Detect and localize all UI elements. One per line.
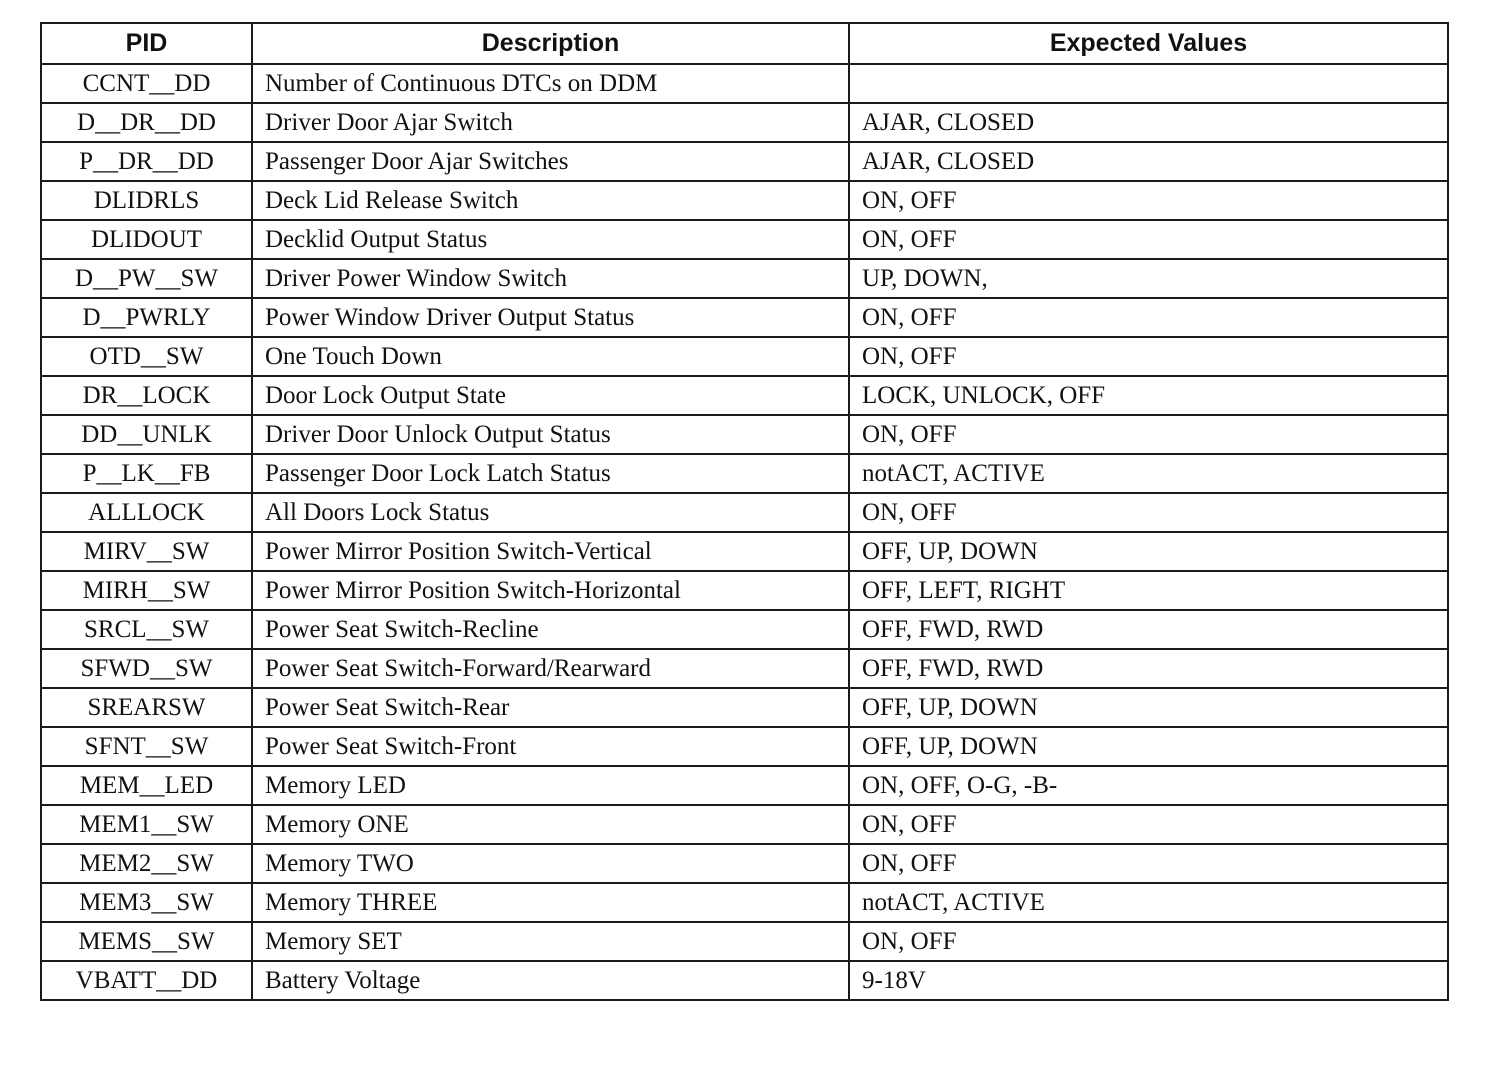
table-row bbox=[41, 298, 1448, 337]
cell-pid: ALLLOCK bbox=[41, 493, 252, 532]
table-row bbox=[41, 376, 1448, 415]
cell-pid: MEMS__SW bbox=[41, 922, 252, 961]
table-row bbox=[41, 259, 1448, 298]
cell-pid: MEM3__SW bbox=[41, 883, 252, 922]
header-row bbox=[41, 23, 1448, 64]
cell-expected-values: ON, OFF bbox=[849, 220, 1448, 259]
cell-description: Memory TWO bbox=[252, 844, 849, 883]
table-row bbox=[41, 649, 1448, 688]
cell-pid: SFNT__SW bbox=[41, 727, 252, 766]
cell-expected-values: OFF, UP, DOWN bbox=[849, 688, 1448, 727]
table-row bbox=[41, 727, 1448, 766]
cell-expected-values: UP, DOWN, bbox=[849, 259, 1448, 298]
cell-pid: DR__LOCK bbox=[41, 376, 252, 415]
cell-description: Power Seat Switch-Forward/Rearward bbox=[252, 649, 849, 688]
cell-description: Memory LED bbox=[252, 766, 849, 805]
header-expected-values: Expected Values bbox=[849, 23, 1448, 64]
cell-expected-values: OFF, FWD, RWD bbox=[849, 610, 1448, 649]
table-row bbox=[41, 64, 1448, 103]
cell-description: Driver Door Unlock Output Status bbox=[252, 415, 849, 454]
cell-pid: DLIDRLS bbox=[41, 181, 252, 220]
cell-description: Power Seat Switch-Recline bbox=[252, 610, 849, 649]
cell-expected-values: ON, OFF bbox=[849, 415, 1448, 454]
cell-description: Memory SET bbox=[252, 922, 849, 961]
header-pid: PID bbox=[41, 23, 252, 64]
cell-pid: MIRH__SW bbox=[41, 571, 252, 610]
table-row bbox=[41, 415, 1448, 454]
cell-pid: D__PW__SW bbox=[41, 259, 252, 298]
cell-description: Memory ONE bbox=[252, 805, 849, 844]
table-body bbox=[41, 64, 1448, 1000]
pid-table bbox=[40, 22, 1449, 1001]
table-row bbox=[41, 844, 1448, 883]
cell-description: Power Mirror Position Switch-Horizontal bbox=[252, 571, 849, 610]
cell-description: Power Mirror Position Switch-Vertical bbox=[252, 532, 849, 571]
cell-expected-values bbox=[849, 64, 1448, 103]
cell-pid: DLIDOUT bbox=[41, 220, 252, 259]
cell-expected-values: ON, OFF bbox=[849, 493, 1448, 532]
cell-description: Number of Continuous DTCs on DDM bbox=[252, 64, 849, 103]
table-row bbox=[41, 142, 1448, 181]
table-row bbox=[41, 571, 1448, 610]
cell-expected-values: ON, OFF bbox=[849, 298, 1448, 337]
table-header bbox=[41, 23, 1448, 64]
cell-pid: P__LK__FB bbox=[41, 454, 252, 493]
table-row bbox=[41, 181, 1448, 220]
table-row bbox=[41, 883, 1448, 922]
header-description: Description bbox=[252, 23, 849, 64]
cell-expected-values: OFF, LEFT, RIGHT bbox=[849, 571, 1448, 610]
cell-description: Driver Power Window Switch bbox=[252, 259, 849, 298]
cell-description: Power Window Driver Output Status bbox=[252, 298, 849, 337]
cell-description: Power Seat Switch-Front bbox=[252, 727, 849, 766]
cell-pid: OTD__SW bbox=[41, 337, 252, 376]
cell-expected-values: ON, OFF bbox=[849, 922, 1448, 961]
cell-pid: CCNT__DD bbox=[41, 64, 252, 103]
cell-description: Deck Lid Release Switch bbox=[252, 181, 849, 220]
cell-description: Memory THREE bbox=[252, 883, 849, 922]
cell-expected-values: ON, OFF, O-G, -B- bbox=[849, 766, 1448, 805]
cell-pid: P__DR__DD bbox=[41, 142, 252, 181]
cell-expected-values: AJAR, CLOSED bbox=[849, 103, 1448, 142]
cell-expected-values: OFF, FWD, RWD bbox=[849, 649, 1448, 688]
cell-expected-values: OFF, UP, DOWN bbox=[849, 727, 1448, 766]
cell-description: Decklid Output Status bbox=[252, 220, 849, 259]
cell-description: One Touch Down bbox=[252, 337, 849, 376]
cell-pid: D__PWRLY bbox=[41, 298, 252, 337]
cell-expected-values: AJAR, CLOSED bbox=[849, 142, 1448, 181]
cell-expected-values: OFF, UP, DOWN bbox=[849, 532, 1448, 571]
cell-pid: MEM1__SW bbox=[41, 805, 252, 844]
cell-pid: DD__UNLK bbox=[41, 415, 252, 454]
table-row bbox=[41, 337, 1448, 376]
cell-description: Door Lock Output State bbox=[252, 376, 849, 415]
cell-description: Power Seat Switch-Rear bbox=[252, 688, 849, 727]
cell-expected-values: notACT, ACTIVE bbox=[849, 454, 1448, 493]
cell-pid: VBATT__DD bbox=[41, 961, 252, 1000]
table-row bbox=[41, 610, 1448, 649]
cell-pid: D__DR__DD bbox=[41, 103, 252, 142]
cell-pid: MEM2__SW bbox=[41, 844, 252, 883]
cell-expected-values: notACT, ACTIVE bbox=[849, 883, 1448, 922]
cell-expected-values: 9-18V bbox=[849, 961, 1448, 1000]
table-row bbox=[41, 766, 1448, 805]
table-row bbox=[41, 220, 1448, 259]
table-row bbox=[41, 805, 1448, 844]
cell-description: Passenger Door Lock Latch Status bbox=[252, 454, 849, 493]
table-row bbox=[41, 922, 1448, 961]
cell-expected-values: ON, OFF bbox=[849, 805, 1448, 844]
cell-pid: SREARSW bbox=[41, 688, 252, 727]
cell-pid: MIRV__SW bbox=[41, 532, 252, 571]
table-row bbox=[41, 493, 1448, 532]
cell-pid: MEM__LED bbox=[41, 766, 252, 805]
table-row bbox=[41, 532, 1448, 571]
table-row bbox=[41, 688, 1448, 727]
cell-expected-values: ON, OFF bbox=[849, 337, 1448, 376]
cell-expected-values: ON, OFF bbox=[849, 844, 1448, 883]
table-row bbox=[41, 454, 1448, 493]
table-row bbox=[41, 961, 1448, 1000]
cell-pid: SFWD__SW bbox=[41, 649, 252, 688]
cell-description: Passenger Door Ajar Switches bbox=[252, 142, 849, 181]
cell-description: Driver Door Ajar Switch bbox=[252, 103, 849, 142]
cell-description: Battery Voltage bbox=[252, 961, 849, 1000]
cell-expected-values: LOCK, UNLOCK, OFF bbox=[849, 376, 1448, 415]
cell-expected-values: ON, OFF bbox=[849, 181, 1448, 220]
cell-pid: SRCL__SW bbox=[41, 610, 252, 649]
table-row bbox=[41, 103, 1448, 142]
cell-description: All Doors Lock Status bbox=[252, 493, 849, 532]
